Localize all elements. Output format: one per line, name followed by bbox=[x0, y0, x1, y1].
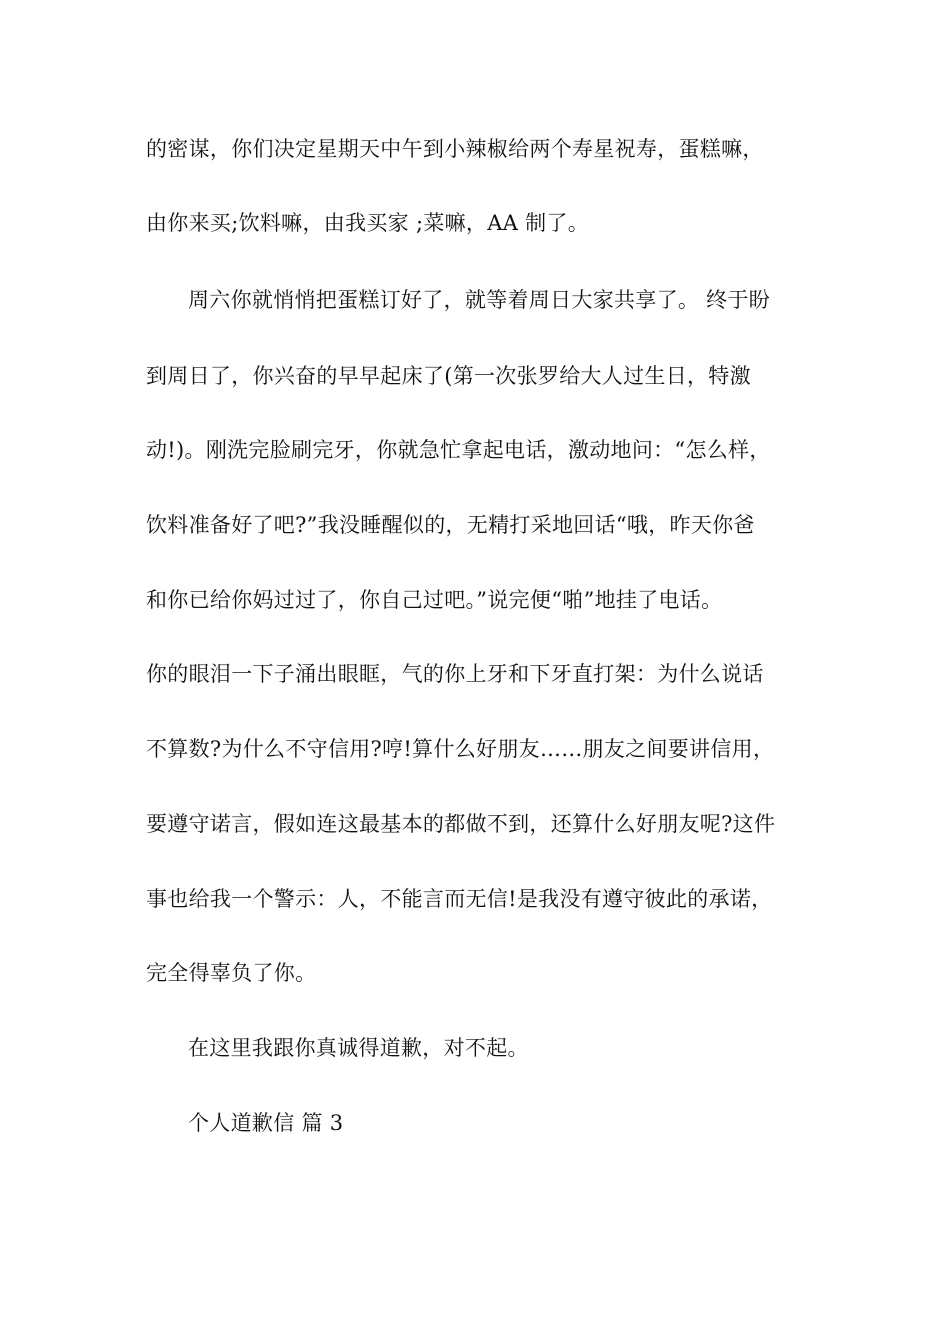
body-text-line: 由你来买;饮料嘛，由我买家 ;菜嘛，AA 制了。 bbox=[146, 211, 590, 235]
body-text-line: 到周日了，你兴奋的早早起床了(第一次张罗给大人过生日，特激 bbox=[146, 364, 751, 388]
body-text-line: 事也给我一个警示：人，不能言而无信!是我没有遵守彼此的承诺， bbox=[146, 887, 773, 911]
body-text-line: 你的眼泪一下子涌出眼眶，气的你上牙和下牙直打架：为什么说话 bbox=[146, 662, 764, 686]
body-text-line: 饮料准备好了吧?”我没睡醒似的，无精打采地回话“哦，昨天你爸 bbox=[146, 513, 755, 537]
body-text-line: 要遵守诺言，假如连这最基本的都做不到，还算什么好朋友呢?这件 bbox=[146, 812, 776, 836]
paragraph-start-line: 在这里我跟你真诚得道歉，对不起。 bbox=[188, 1036, 529, 1060]
body-text-line: 不算数?为什么不守信用?哼!算什么好朋友……朋友之间要讲信用， bbox=[146, 737, 775, 761]
body-text-line: 的密谋，你们决定星期天中午到小辣椒给两个寿星祝寿，蛋糕嘛， bbox=[146, 137, 764, 161]
section-heading: 个人道歉信 篇 3 bbox=[188, 1111, 344, 1135]
body-text-line: 完全得辜负了你。 bbox=[146, 961, 317, 985]
body-text-line: 动!)。刚洗完脸刷完牙，你就急忙拿起电话，激动地问：“怎么样， bbox=[146, 438, 771, 462]
paragraph-start-line: 周六你就悄悄把蛋糕订好了，就等着周日大家共享了。 终于盼 bbox=[188, 288, 771, 312]
body-text-line: 和你已给你妈过过了，你自己过吧。”说完便“啪”地挂了电话。 bbox=[146, 588, 723, 612]
